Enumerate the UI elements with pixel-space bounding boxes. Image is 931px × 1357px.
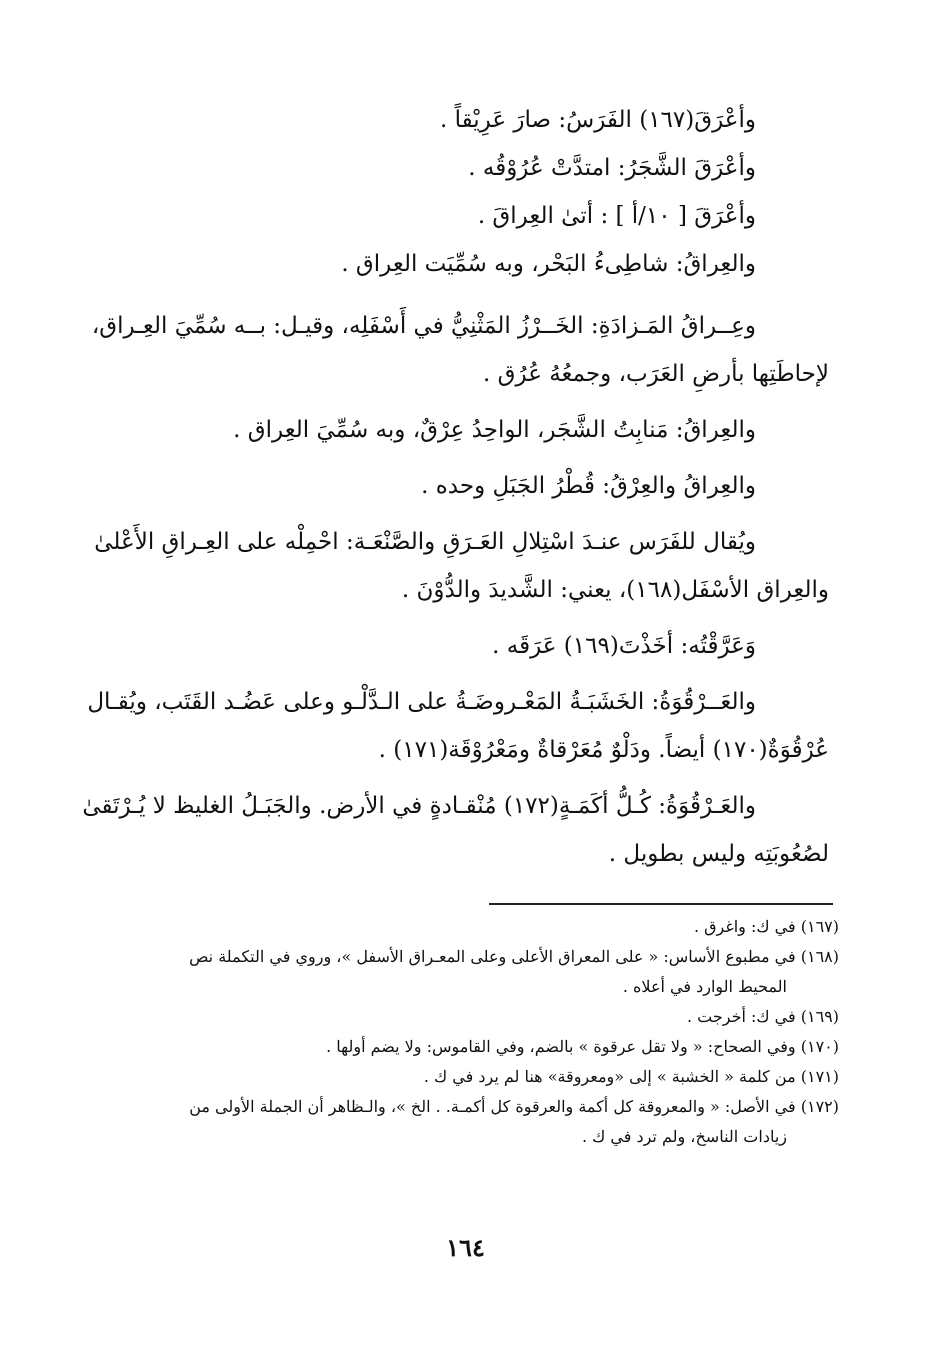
text-line: وأعْرَقَ الشَّجَرُ: امتدَّتْ عُرُوْقُه . [468, 155, 756, 181]
page-number: ١٦٤ [446, 1233, 485, 1262]
footnote-divider [489, 903, 833, 905]
paragraph-gap [101, 510, 831, 518]
footnote-line: (١٧١) من كلمة « الخشبة » إلى «ومعروقة» هنا لم يرد في ك . [423, 1067, 839, 1086]
text-line: لصُعُوبَتِه وليس بطويل . [608, 841, 829, 867]
paragraph-gap [101, 454, 831, 462]
paragraph-gap [101, 398, 831, 406]
footnote-line: (١٦٩) في ك: أخرجت . [686, 1007, 839, 1026]
footnote-line: (١٦٨) في مطبوع الأساس: « على المعراق الأعلى وعلى المعـراق الأسفل »، وروي في التكملة نص [189, 947, 839, 966]
footnote-line: (١٧٠) وفي الصحاح: « ولا تقل عرقوة » بالضم، وفي القاموس: ولا يضم أولها . [326, 1037, 839, 1056]
main-text [82, 96, 831, 878]
text-line: لإحاطَتِها بأرضِ العَرَب، وجمعُهُ عُرُق . [483, 361, 829, 387]
text-line: عُرْقُوَةٌ(١٧٠) أيضاً. ودَلْوٌ مُعَرْقاةٌ ومَعْرُوْقَة(١٧١) . [378, 737, 829, 763]
text-line: والعِراقُ: مَنابِتُ الشَّجَر، الواحِدُ عِرْقٌ، وبه سُمِّيَ العِراق . [233, 417, 756, 443]
paragraph-gap [101, 670, 831, 678]
text-line: ويُقال للفَرَس عنـدَ اسْتِلالِ العَـرَقِ والصَّنْعَـة: احْمِلْه على العِـراقِ الأَعْلىٰ [94, 529, 756, 555]
paragraph-gap [101, 774, 831, 782]
text-line: والعِراق الأسْفَل(١٦٨)، يعني: الشَّديدَ والدُّوْنَ . [401, 577, 829, 603]
footnote-line: (١٦٧) في ك: واغرق . [693, 917, 839, 936]
footnote-line: (١٧٢) في الأصل: « والمعروقة كل أكمة والعرقوة كل أكمـة. . الخ »، والـظاهر أن الجملة الأولى من [189, 1097, 839, 1116]
text-line: وَعَرَّقْتُه: أخَذْتَ(١٦٩) عَرَقَه . [492, 633, 756, 659]
text-line: والعِراقُ والعِرْقُ: قُطْرُ الجَبَلِ وحده . [421, 473, 756, 499]
text-line: وأعْرَقَ [ ١٠/أ ] : أتىٰ العِراقَ . [477, 203, 756, 229]
paragraph-gap [101, 288, 831, 302]
paragraph-gap [101, 614, 831, 622]
text-line: والعِراقُ: شاطِىءُ البَحْر، وبه سُمِّيَت العِراق . [341, 251, 756, 277]
footnotes [93, 912, 839, 1152]
footnote-line: زيادات الناسخ، ولم ترد في ك . [581, 1127, 787, 1146]
text-line: والعَــرْقُوَةُ: الخَشَبَـةُ المَعْـروضَـةُ على الـدَّلْـو وعلى عَضُـد القَتَب، ويُقـال [87, 689, 756, 715]
text-line: وعِــراقُ المَـزادَةِ: الخَــرْزُ المَثْنِيُّ في أَسْفَلِه، وقيـل: بــه سُمِّيَ العِـراق، [91, 313, 756, 339]
footnote-line: المحيط الوارد في أعلاه . [622, 977, 787, 996]
text-line: وأعْرَقَ(١٦٧) الفَرَسُ: صارَ عَرِيْقاً . [440, 107, 756, 133]
text-line: والعَـرْقُوَةُ: كُـلُّ أكَمَـةٍ(١٧٢) مُنْقـادةٍ في الأرض. والجَبَـلُ الغليظ لا يُـرْتَقىٰ [82, 793, 756, 819]
